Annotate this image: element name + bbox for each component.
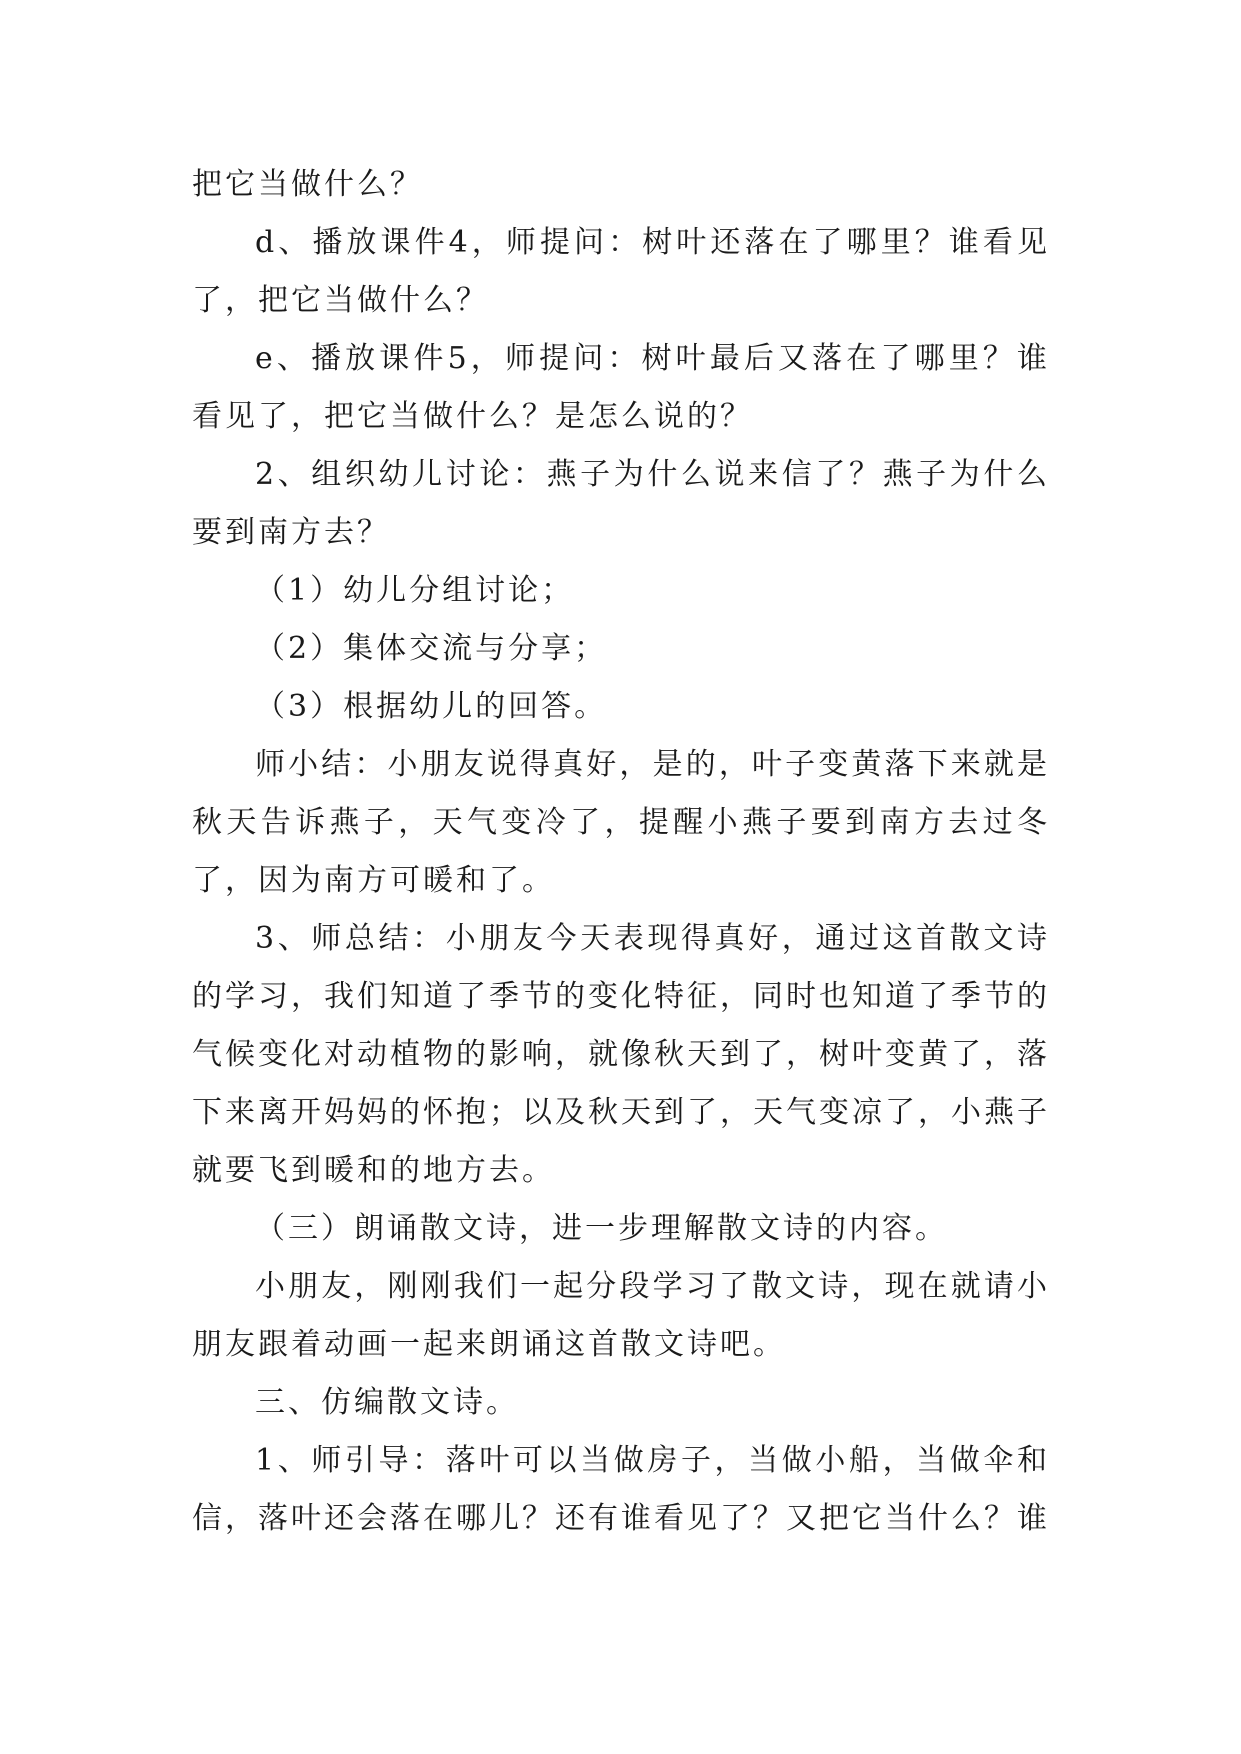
section-heading: （三）朗诵散文诗，进一步理解散文诗的内容。 [255,1211,948,1246]
list-item: （1）幼儿分组讨论； [255,573,575,608]
paragraph: d、播放课件4，师提问：树叶还落在了哪里？谁看见了，把它当做什么？ [192,225,1050,318]
paragraph: e、播放课件5，师提问：树叶最后又落在了哪里？谁看见了，把它当做什么？是怎么说的？ [192,341,1050,434]
paragraph: 1、师引导：落叶可以当做房子，当做小船，当做伞和信，落叶还会落在哪儿？还有谁看见了？又把它当什么？谁 [192,1443,1050,1536]
paragraph: 师小结：小朋友说得真好，是的，叶子变黄落下来就是秋天告诉燕子，天气变冷了，提醒小燕子要到南方去过冬了，因为南方可暖和了。 [192,747,1050,898]
paragraph: 小朋友，刚刚我们一起分段学习了散文诗，现在就请小朋友跟着动画一起来朗诵这首散文诗吧。 [192,1269,1050,1362]
paragraph: 把它当做什么？ [192,167,423,202]
document-body [192,156,1050,1548]
paragraph: 2、组织幼儿讨论：燕子为什么说来信了？燕子为什么要到南方去？ [192,457,1050,550]
list-item: （2）集体交流与分享； [255,631,608,666]
section-heading: 三、仿编散文诗。 [255,1385,519,1420]
list-item: （3）根据幼儿的回答。 [255,689,608,724]
paragraph: 3、师总结：小朋友今天表现得真好，通过这首散文诗的学习，我们知道了季节的变化特征，同时也知道了季节的气候变化对动植物的影响，就像秋天到了，树叶变黄了，落下来离开妈妈的怀抱；以及秋天到了，天气变凉了，小燕子就要飞到暖和的地方去。 [192,921,1050,1188]
